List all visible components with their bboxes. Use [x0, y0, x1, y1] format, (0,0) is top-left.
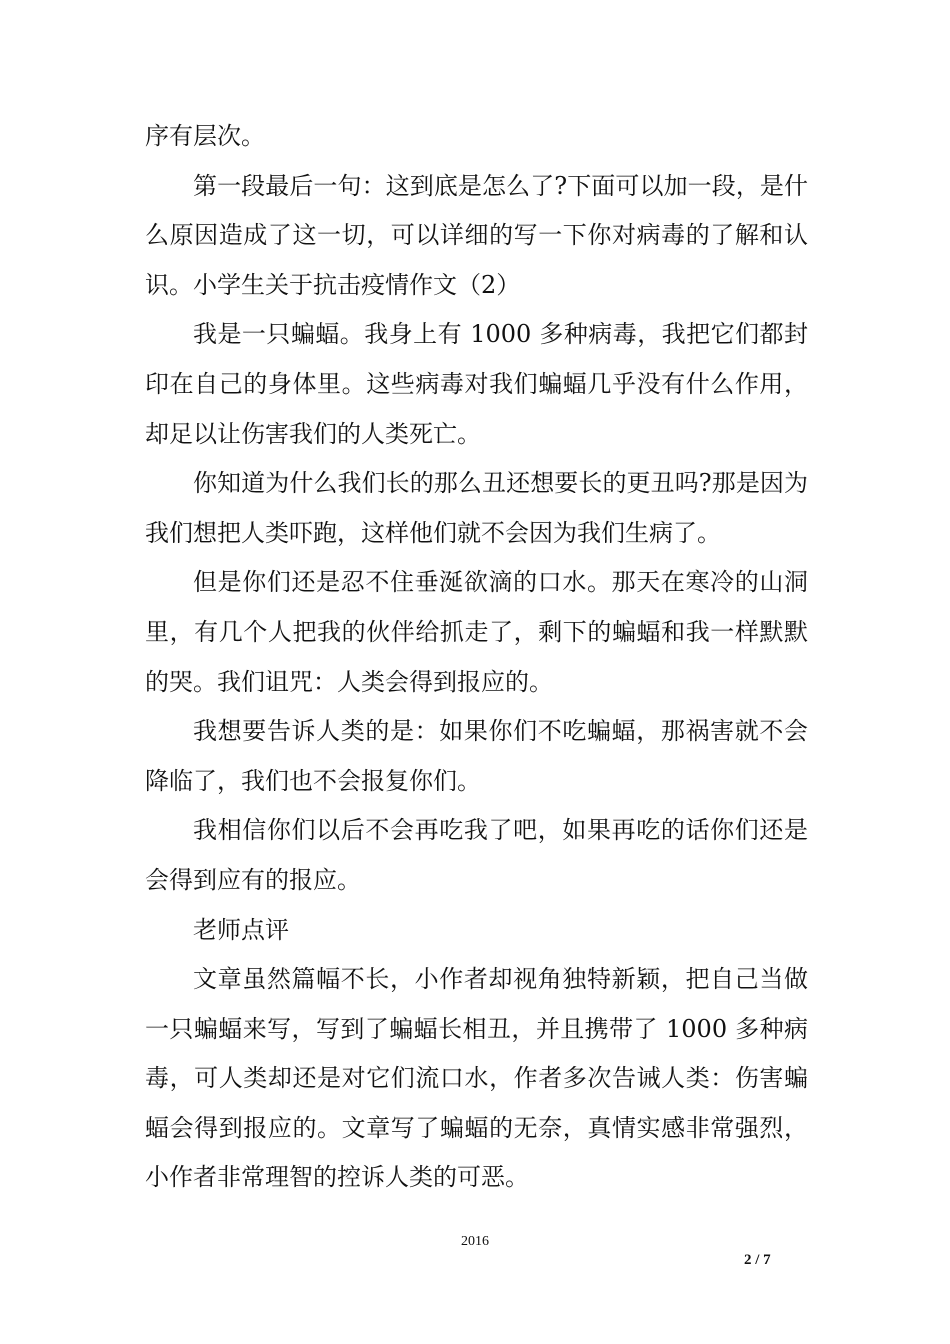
footer-year: 2016: [461, 1234, 489, 1249]
teacher-comment-body: 文章虽然篇幅不长，小作者却视角独特新颖，把自己当做一只蝙蝠来写，写到了蝙蝠长相丑，并且携带了 1000 多种病毒，可人类却还是对它们流口水，作者多次告诫人类：伤害蝙蝠会得到报应的。文章写了蝙蝠的无奈，真情实感非常强烈，小作者非常理智的控诉人类的可恶。: [145, 965, 808, 1192]
teacher-comment-heading: 老师点评: [193, 915, 289, 944]
page-number: 2 / 7: [744, 1252, 771, 1268]
paragraph-5: 但是你们还是忍不住垂涎欲滴的口水。那天在寒冷的山洞里，有几个人把我的伙伴给抓走了，剩下的蝙蝠和我一样默默的哭。我们诅咒：人类会得到报应的。: [145, 568, 808, 696]
paragraph-4: 你知道为什么我们长的那么丑还想要长的更丑吗?那是因为我们想把人类吓跑，这样他们就不会因为我们生病了。: [145, 469, 808, 547]
paragraph-2: 第一段最后一句：这到底是怎么了?下面可以加一段，是什么原因造成了这一切，可以详细的写一下你对病毒的了解和认识。小学生关于抗击疫情作文（2）: [145, 171, 808, 299]
paragraph-7: 我相信你们以后不会再吃我了吧，如果再吃的话你们还是会得到应有的报应。: [145, 816, 808, 894]
paragraph-3: 我是一只蝙蝠。我身上有 1000 多种病毒，我把它们都封印在自己的身体里。这些病毒对我们蝙蝠几乎没有什么作用，却足以让伤害我们的人类死亡。: [145, 320, 808, 448]
paragraph-6: 我想要告诉人类的是：如果你们不吃蝙蝠，那祸害就不会降临了，我们也不会报复你们。: [145, 717, 808, 795]
document-body: [145, 112, 808, 1203]
paragraph-1: 序有层次。: [145, 122, 265, 150]
